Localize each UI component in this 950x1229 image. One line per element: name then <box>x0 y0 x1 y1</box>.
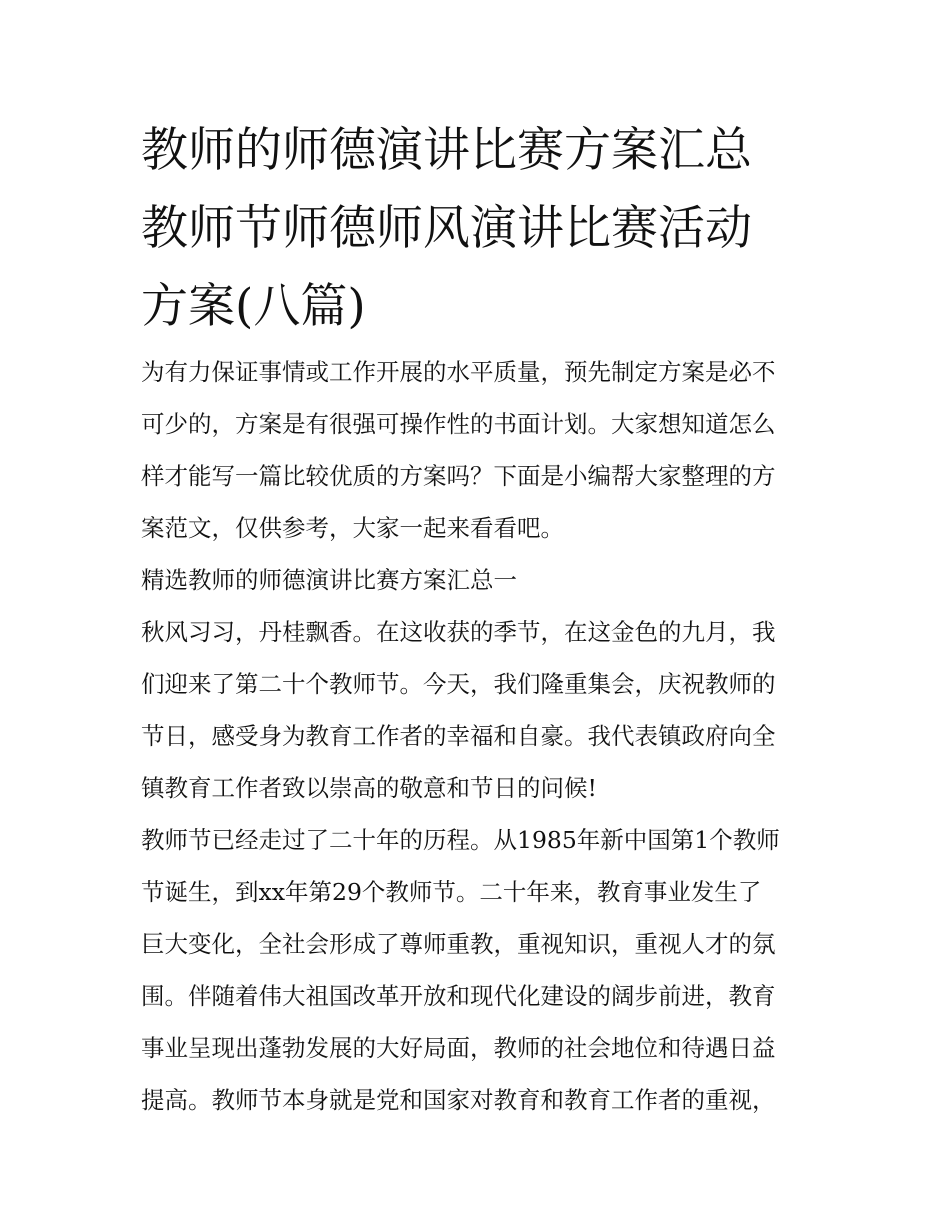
text-line: 秋风习习，丹桂飘香。在这收获的季节，在这金色的九月，我 <box>141 618 776 646</box>
paragraph-2 <box>141 814 813 1126</box>
text-line: 围。伴随着伟大祖国改革开放和现代化建设的阔步前进，教育 <box>141 982 776 1010</box>
text-line: 可少的，方案是有很强可操作性的书面计划。大家想知道怎么 <box>141 410 776 438</box>
intro-paragraph <box>141 346 813 554</box>
section-heading <box>141 554 813 606</box>
document-body <box>141 346 813 1126</box>
title-line: 教师节师德师风演讲比赛活动 <box>141 201 752 256</box>
text-line: 巨大变化，全社会形成了尊师重教，重视知识，重视人才的氛 <box>141 930 776 958</box>
text-line: 样才能写一篇比较优质的方案吗？下面是小编帮大家整理的方 <box>141 462 776 490</box>
paragraph-1 <box>141 606 813 814</box>
text-line: 们迎来了第二十个教师节。今天，我们隆重集会，庆祝教师的 <box>141 670 776 698</box>
text-line: 节日，感受身为教育工作者的幸福和自豪。我代表镇政府向全 <box>141 722 776 750</box>
text-line: 镇教育工作者致以崇高的敬意和节日的问候! <box>141 774 597 802</box>
text-line: 节诞生，到xx年第29个教师节。二十年来，教育事业发生了 <box>141 878 762 906</box>
text-line: 案范文，仅供参考，大家一起来看看吧。 <box>141 514 564 542</box>
text-line: 教师节已经走过了二十年的历程。从1985年新中国第1个教师 <box>141 826 780 854</box>
text-line: 事业呈现出蓬勃发展的大好局面，教师的社会地位和待遇日益 <box>141 1034 776 1062</box>
title-line: 方案(八篇) <box>141 279 366 334</box>
document-title <box>141 112 813 346</box>
section-heading-text: 精选教师的师德演讲比赛方案汇总一 <box>141 566 517 594</box>
document-content <box>141 112 813 1126</box>
title-line: 教师的师德演讲比赛方案汇总 <box>141 123 752 178</box>
text-line: 为有力保证事情或工作开展的水平质量，预先制定方案是必不 <box>141 358 776 386</box>
text-line: 提高。教师节本身就是党和国家对教育和教育工作者的重视， <box>141 1086 776 1114</box>
